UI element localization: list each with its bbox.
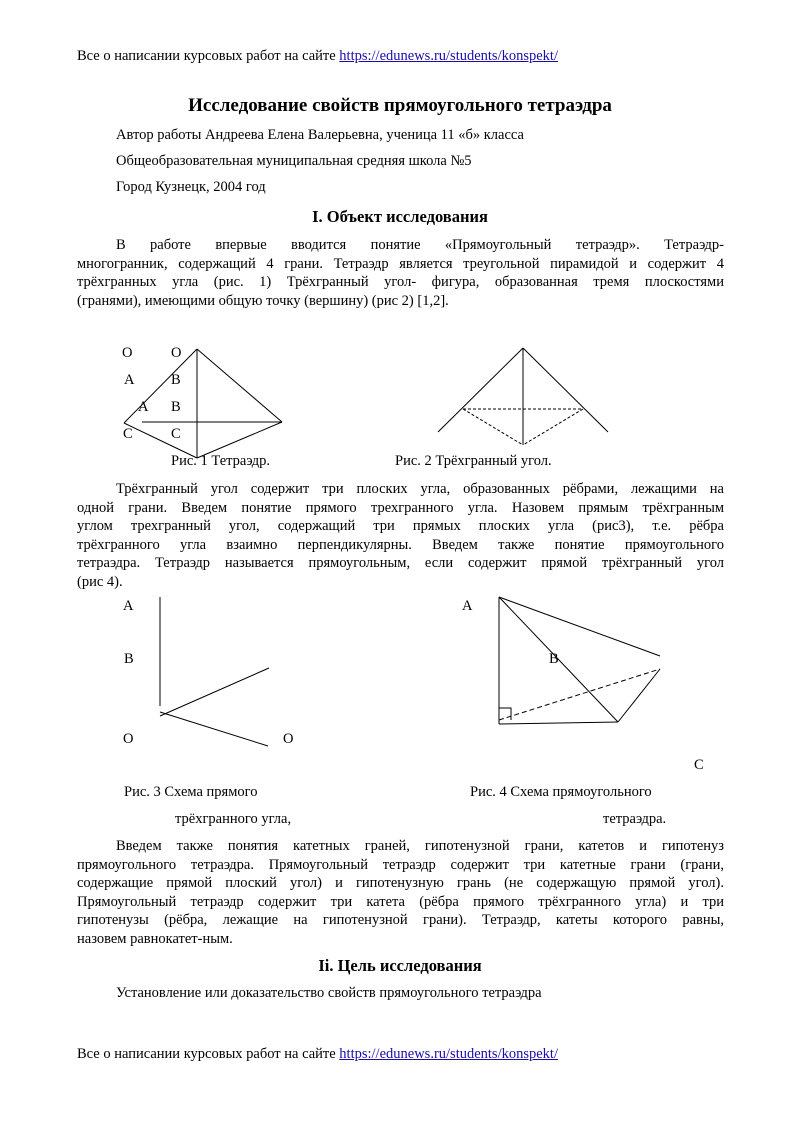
document-title: Исследование свойств прямоугольного тетраэдра (188, 95, 612, 116)
fig1-label: A (124, 372, 135, 388)
author-line: Автор работы Андреева Елена Валерьевна, ученица 11 «б» класса (116, 127, 524, 143)
header-link[interactable]: https://edunews.ru/students/konspekt/ (339, 48, 558, 64)
fig3-right-trihedral-scheme (160, 597, 269, 746)
fig4-label: B (549, 651, 559, 667)
paragraph-line: тетраэдра. Тетраэдр называется прямоугольным, если содержит прямой трёхгранный угол (77, 555, 724, 571)
fig1-label: C (171, 426, 181, 442)
fig3-label: B (124, 651, 134, 667)
paragraph-line: углом трехгранный угол, содержащий три прямых плоских угла (рис3), т.е. рёбра (77, 518, 724, 534)
city-line: Город Кузнецк, 2004 год (116, 179, 266, 195)
paragraph-line: гипотенузы (рёбра, лежащие на гипотенузной грани). Тетраэдр, катеты которого равны, (77, 912, 724, 928)
paragraph-line: прямоугольного тетраэдра. Прямоугольный тетраэдр содержит три катетные грани (грани, (77, 856, 724, 873)
paragraph-line: трёхгранного угла взаимно перпендикулярны. Введем также понятие прямоугольного (77, 536, 724, 553)
footer-text: Все о написании курсовых работ на сайте (77, 1046, 340, 1062)
fig3-label: A (123, 598, 134, 614)
fig4-caption-line1: Рис. 4 Схема прямоугольного (470, 784, 652, 800)
fig1-label: O (122, 345, 133, 361)
fig1-caption: Рис. 1 Тетраэдр. (171, 453, 271, 469)
fig3-caption-line1: Рис. 3 Схема прямого (124, 784, 258, 800)
fig1-label: B (171, 372, 181, 388)
paragraph-line: Введем также понятия катетных граней, гипотенузной грани, катетов и гипотенуз (116, 838, 724, 854)
paragraph-3 (77, 837, 724, 948)
paragraph-line: Трёхгранный угол содержит три плоских угла, образованных рёбрами, лежащими на (116, 481, 724, 497)
fig1-label: O (171, 345, 182, 361)
paragraph-line: (гранями), имеющими общую точку (вершину) (рис 2) [1,2]. (77, 292, 449, 309)
paragraph-line: трёхгранных угла (рис. 1) Трёхгранный угол- фигура, образованная тремя плоскостями (77, 274, 724, 290)
section2-heading: Ii. Цель исследования (318, 956, 482, 975)
school-line: Общеобразовательная муниципальная средняя школа №5 (116, 153, 472, 169)
paragraph-line: содержащие прямой плоский угол) и гипотенузную грань (не содержащую прямой угол). (77, 875, 724, 891)
paragraph-line: назовем равнокатет-ным. (77, 930, 233, 947)
page-footer (77, 1046, 558, 1063)
paragraph-line: Прямоугольный тетраэдр содержит три катета (рёбра прямого трёхгранного угла) и три (77, 893, 724, 910)
paragraph-2 (77, 480, 724, 591)
fig4-right-tetrahedron-scheme (499, 597, 660, 724)
paragraph-line: многогранник, содержащий 4 грани. Тетраэдр является треугольной пирамидой и содержит 4 (77, 255, 724, 272)
fig1-label: A (138, 399, 149, 415)
fig1-label: B (171, 399, 181, 415)
fig2-trihedral-angle (438, 348, 608, 445)
section2-text: Установление или доказательство свойств прямоугольного тетраэдра (116, 985, 542, 1001)
section1-heading: I. Объект исследования (312, 207, 488, 226)
header-text: Все о написании курсовых работ на сайте (77, 48, 340, 64)
fig2-caption: Рис. 2 Трёхгранный угол. (395, 453, 552, 469)
fig4-caption-line2: тетраэдра. (603, 811, 667, 827)
fig4-label: C (694, 757, 704, 773)
footer-link[interactable]: https://edunews.ru/students/konspekt/ (339, 1046, 558, 1062)
fig3-caption-line2: трёхгранного угла, (175, 811, 292, 827)
fig1-label: C (123, 426, 133, 442)
fig3-label: O (123, 731, 134, 747)
paragraph-line: (рис 4). (77, 573, 123, 590)
fig4-label: A (462, 598, 473, 614)
paragraph-line: одной грани. Введем понятие прямого трехгранного угла. Назовем прямым трёхгранным (77, 499, 724, 516)
fig3-label: O (283, 731, 294, 747)
paragraph-line: В работе впервые вводится понятие «Прямоугольный тетраэдр». Тетраэдр- (116, 237, 724, 253)
